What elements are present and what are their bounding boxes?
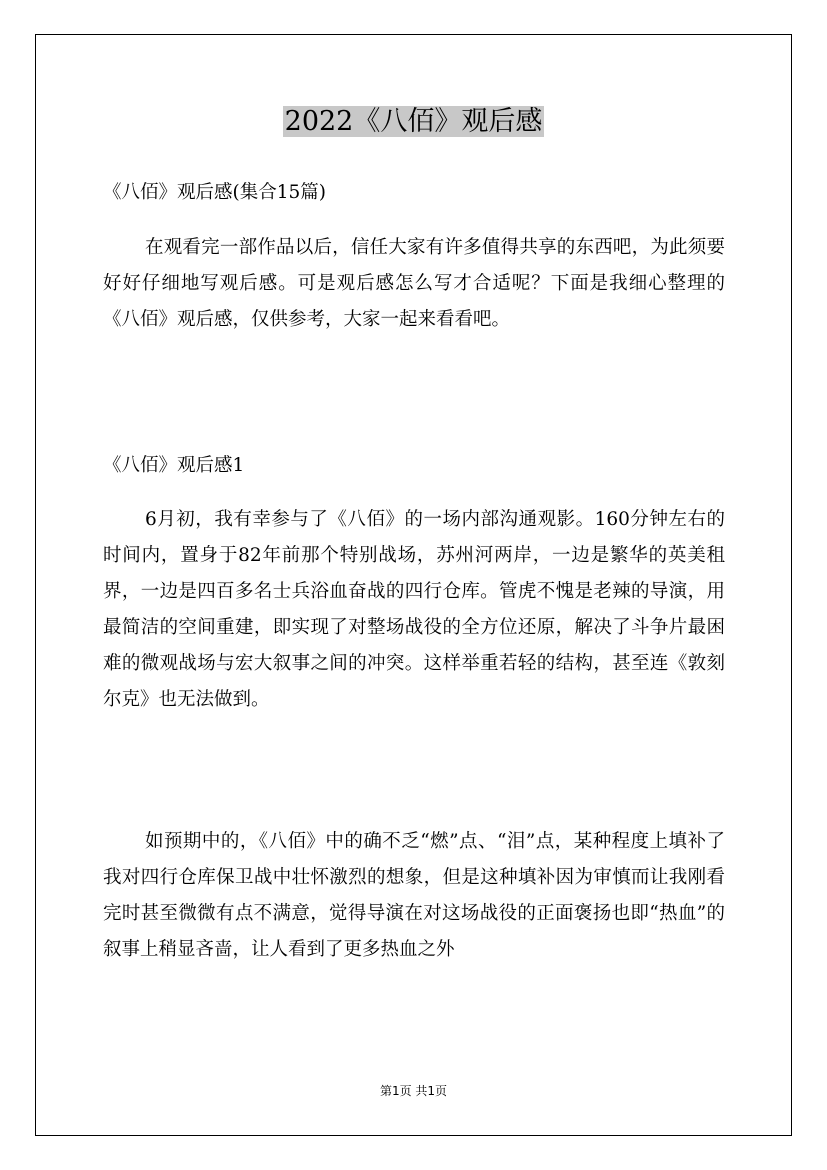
body-paragraph-1: 6月初，我有幸参与了《八佰》的一场内部沟通观影。160分钟左右的时间内，置身于82年前那个特别战场，苏州河两岸，一边是繁华的英美租界，一边是四百多名士兵浴血奋战的四行仓库。管虎不愧是老辣的导演，用最简洁的空间重建，即实现了对整场战役的全方位还原，解决了斗争片最困难的微观战场与宏大叙事之间的冲突。这样举重若轻的结构，甚至连《敦刻尔克》也无法做到。 xyxy=(103,509,725,710)
document-title-wrap xyxy=(0,100,827,144)
body-paragraph-2: 如预期中的，《八佰》中的确不乏“燃”点、“泪”点，某种程度上填补了我对四行仓库保卫战中壮怀激烈的想象，但是这种填补因为审慎而让我刚看完时甚至微微有点不满意，觉得导演在对这场战役的正面褒扬也即“热血”的叙事上稍显吝啬，让人看到了更多热血之外 xyxy=(103,831,725,960)
page-footer: 第1页 共1页 xyxy=(379,1084,448,1098)
document-title: 2022《八佰》观后感 xyxy=(284,106,543,137)
document-subtitle: 《八佰》观后感(集合15篇) xyxy=(103,182,326,203)
section-heading: 《八佰》观后感1 xyxy=(103,455,245,476)
intro-paragraph: 在观看完一部作品以后，信任大家有许多值得共享的东西吧，为此须要好好仔细地写观后感。可是观后感怎么写才合适呢？下面是我细心整理的《八佰》观后感，仅供参考，大家一起来看看吧。 xyxy=(103,237,725,330)
